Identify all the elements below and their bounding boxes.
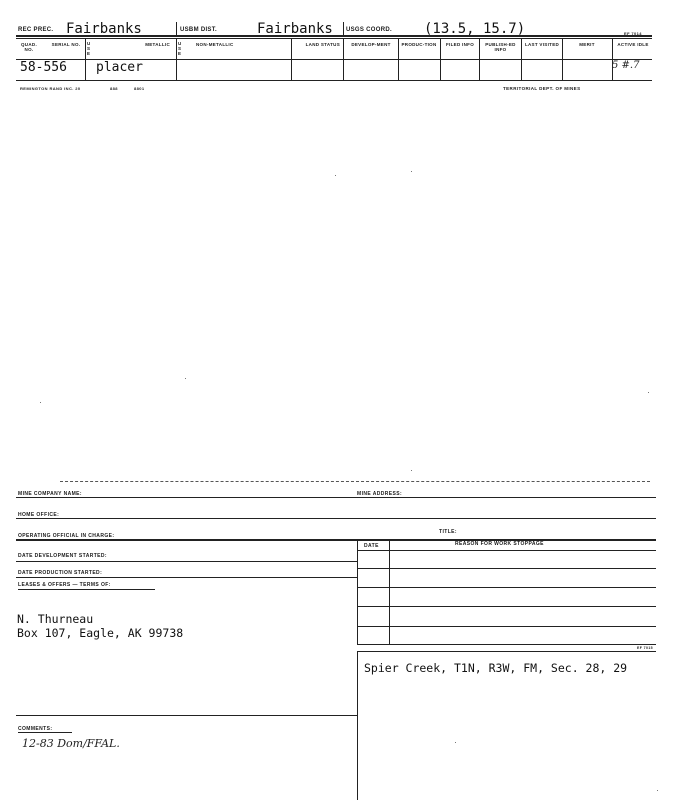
col-divider bbox=[291, 38, 292, 80]
card-edge bbox=[60, 481, 650, 482]
prod-rule bbox=[16, 577, 357, 578]
speck bbox=[40, 402, 41, 403]
col-published-info: PUBLISH-ED INFO bbox=[485, 42, 516, 52]
active-idle-mark: 5 #.7 bbox=[612, 60, 640, 71]
col-divider bbox=[479, 38, 480, 80]
owner-name: N. Thurneau bbox=[17, 612, 94, 626]
official-rule bbox=[16, 539, 656, 541]
usbm-dist-label: USBM DIST. bbox=[180, 27, 218, 33]
usbm-dist-value: Fairbanks bbox=[257, 21, 333, 37]
title-divider-1 bbox=[176, 22, 177, 36]
operating-official-label: OPERATING OFFICIAL IN CHARGE: bbox=[18, 533, 115, 539]
stoppage-row bbox=[357, 587, 656, 588]
footer-left: REMINGTON RAND INC. 20 bbox=[20, 86, 81, 91]
owner-address: Box 107, Eagle, AK 99738 bbox=[17, 626, 184, 640]
leases-label: LEASES & OFFERS — TERMS OF: bbox=[18, 582, 111, 588]
col-serial-no: SERIAL NO. bbox=[51, 42, 81, 47]
col-merit: MERIT bbox=[579, 42, 595, 47]
comments-divider bbox=[357, 651, 358, 800]
stoppage-row bbox=[357, 568, 656, 569]
footer-code-2: 8801 bbox=[134, 86, 145, 91]
table-left-line bbox=[357, 539, 358, 645]
comments-underline bbox=[18, 732, 72, 733]
speck bbox=[648, 392, 649, 393]
quad-serial-value: 58-556 bbox=[20, 60, 67, 75]
rec-prec-label: REC PREC. bbox=[18, 27, 54, 33]
usgs-coord-value: (13.5, 15.7) bbox=[424, 21, 526, 37]
prod-started-label: DATE PRODUCTION STARTED: bbox=[18, 570, 103, 576]
bottom-form-number: EF 7015 bbox=[637, 646, 654, 650]
title-divider-2 bbox=[343, 22, 344, 36]
col-development: DEVELOP-MENT bbox=[351, 42, 391, 47]
col-divider bbox=[398, 38, 399, 80]
comments-handwritten: 12-83 Dom/FFAL. bbox=[22, 737, 120, 750]
stoppage-row bbox=[357, 550, 656, 551]
title-label: TITLE: bbox=[439, 529, 457, 535]
table-date-divider bbox=[389, 539, 390, 645]
col-quad-no: QUAD. NO. bbox=[21, 42, 37, 52]
col-filed-info: FILED INFO bbox=[446, 42, 474, 47]
location-text: Spier Creek, T1N, R3W, FM, Sec. 28, 29 bbox=[364, 661, 628, 675]
comments-rule bbox=[16, 715, 357, 716]
col-land-status: LAND STATUS bbox=[305, 42, 340, 47]
row-bottom-rule bbox=[16, 80, 652, 81]
speck bbox=[185, 378, 186, 379]
mine-address-label: MINE ADDRESS: bbox=[357, 491, 403, 497]
speck bbox=[411, 470, 412, 471]
metallic-value: placer bbox=[96, 60, 143, 75]
stoppage-row bbox=[357, 606, 656, 607]
top-form-number: EF 7014 bbox=[624, 31, 642, 36]
mine-company-label: MINE COMPANY NAME: bbox=[18, 491, 82, 497]
col-use-left: U S E bbox=[87, 41, 91, 56]
comments-label: COMMENTS: bbox=[18, 726, 53, 732]
col-divider bbox=[440, 38, 441, 80]
dev-rule bbox=[16, 561, 357, 562]
leases-underline bbox=[18, 589, 155, 590]
home-office-label: HOME OFFICE: bbox=[18, 512, 60, 518]
usgs-coord-label: USGS COORD. bbox=[346, 27, 392, 33]
speck bbox=[411, 171, 412, 172]
footer-code-1: 888 bbox=[110, 86, 118, 91]
speck bbox=[657, 790, 658, 791]
col-production: PRODUC-TION bbox=[401, 42, 437, 47]
location-top-rule bbox=[357, 651, 656, 652]
company-rule bbox=[16, 497, 656, 498]
col-divider bbox=[562, 38, 563, 80]
col-last-visited: LAST VISITED bbox=[524, 42, 560, 47]
dev-started-label: DATE DEVELOPMENT STARTED: bbox=[18, 553, 107, 559]
col-divider bbox=[85, 38, 86, 80]
col-non-metallic: NON-METALLIC bbox=[196, 42, 234, 47]
col-use-right: U S E bbox=[178, 41, 182, 56]
col-divider bbox=[612, 38, 613, 80]
stoppage-row bbox=[357, 644, 656, 645]
col-metallic: METALLIC bbox=[145, 42, 170, 47]
reason-header: REASON FOR WORK STOPPAGE bbox=[455, 541, 544, 547]
header-rule bbox=[16, 38, 652, 39]
date-header: DATE bbox=[364, 543, 379, 549]
col-divider bbox=[521, 38, 522, 80]
stoppage-row bbox=[357, 626, 656, 627]
footer-right: TERRITORIAL DEPT. OF MINES bbox=[503, 86, 581, 91]
speck bbox=[455, 742, 456, 743]
home-office-rule bbox=[16, 518, 656, 519]
rec-prec-value: Fairbanks bbox=[66, 21, 142, 37]
col-divider bbox=[176, 38, 177, 80]
speck bbox=[335, 175, 336, 176]
col-divider bbox=[343, 38, 344, 80]
col-active-idle: ACTIVE IDLE bbox=[617, 42, 649, 47]
